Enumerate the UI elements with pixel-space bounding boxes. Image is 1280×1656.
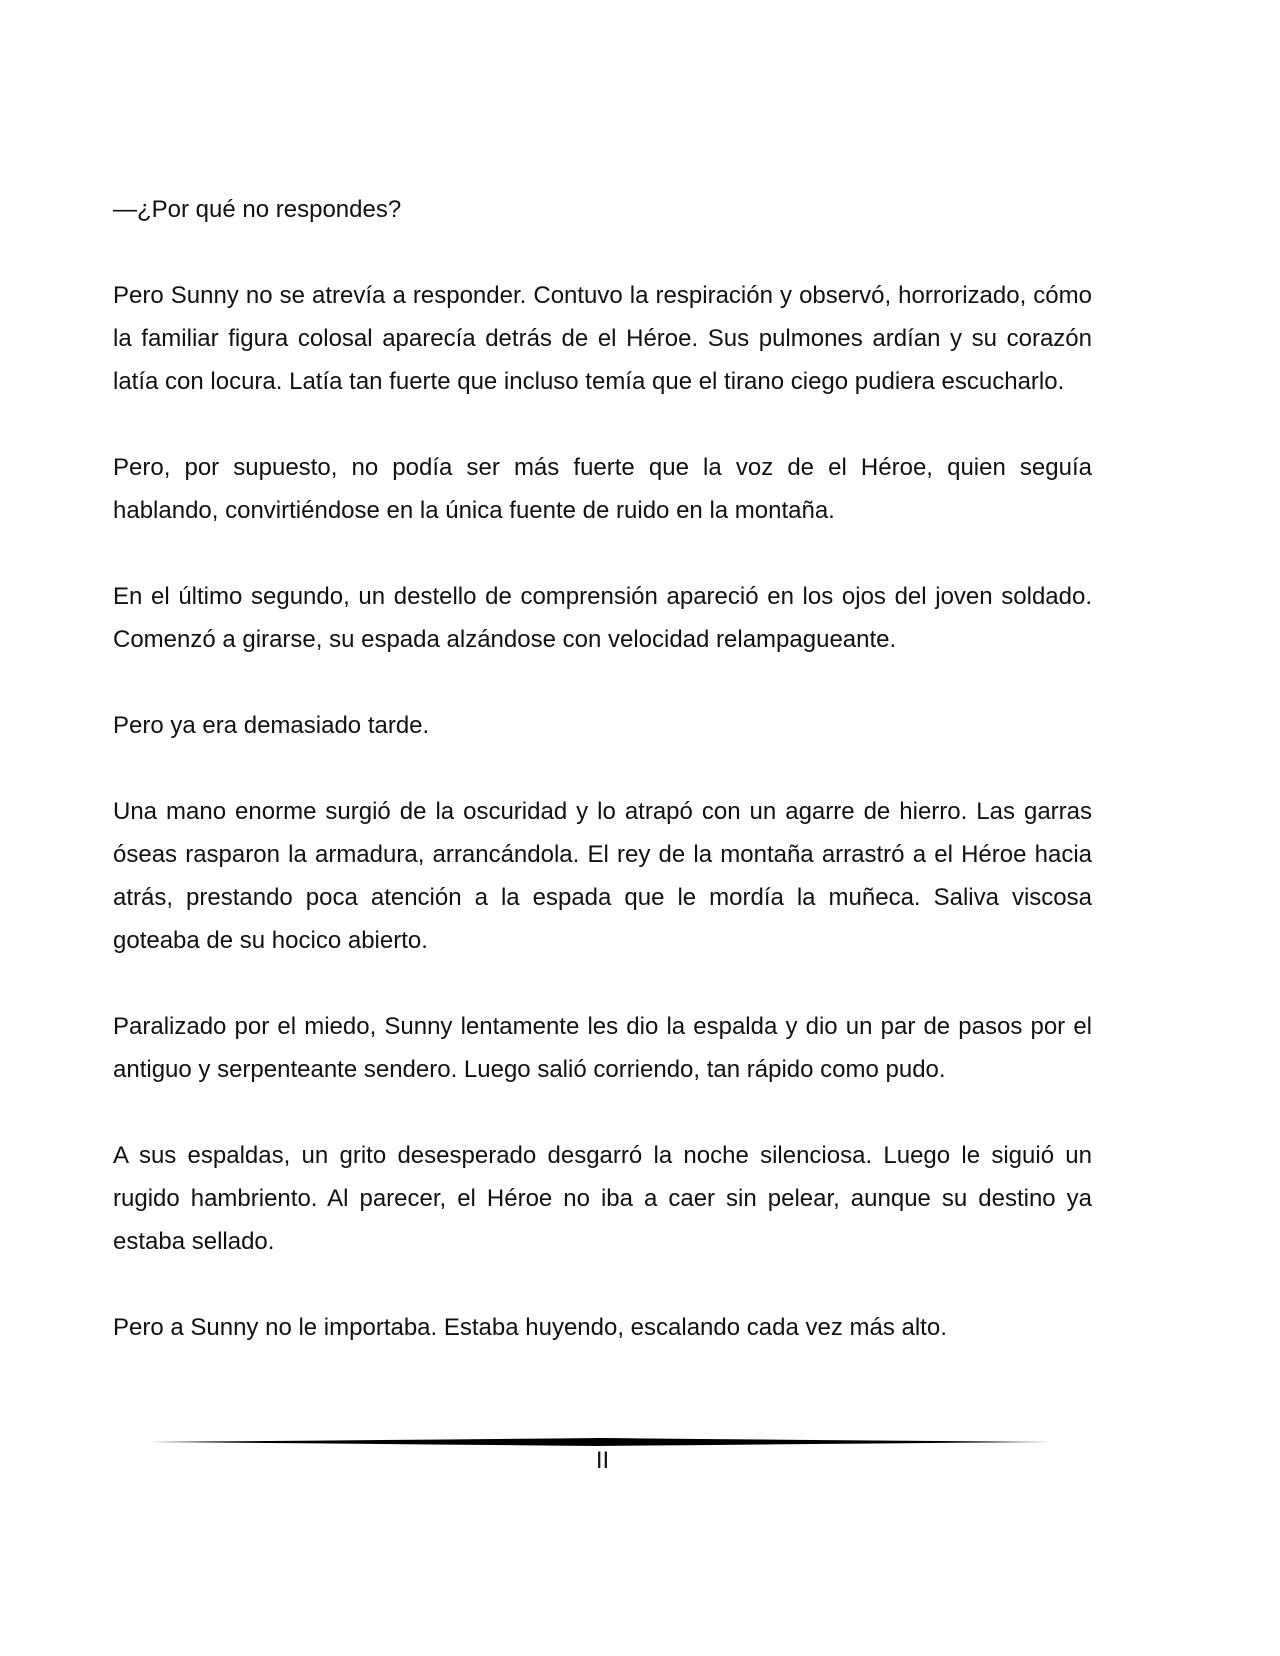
paragraph-6: Una mano enorme surgió de la oscuridad y lo atrapó con un agarre de hierro. Las garras óseas rasparon la armadura, arrancándola. El rey de la montaña arrastró a el Héroe hacia atrás, prestando poca atención a la espada que le mordía la muñeca. Saliva viscosa goteaba de su hocico abierto. <box>113 798 1092 954</box>
page-number: II <box>595 1447 610 1474</box>
paragraph-8: A sus espaldas, un grito desesperado desgarró la noche silenciosa. Luego le siguió un rugido hambriento. Al parecer, el Héroe no iba a caer sin pelear, aunque su destino ya estaba sellado. <box>113 1142 1092 1255</box>
paragraph-2: Pero Sunny no se atrevía a responder. Contuvo la respiración y observó, horrorizado, cómo la familiar figura colosal aparecía detrás de el Héroe. Sus pulmones ardían y su corazón latía con locura. Latía tan fuerte que incluso temía que el tirano ciego pudiera escucharlo. <box>113 282 1092 395</box>
paragraph-9: Pero a Sunny no le importaba. Estaba huyendo, escalando cada vez más alto. <box>113 1314 947 1341</box>
paragraph-1: —¿Por qué no respondes? <box>113 196 402 223</box>
paragraph-7: Paralizado por el miedo, Sunny lentamente les dio la espalda y dio un par de pasos por el antiguo y serpenteante sendero. Luego salió corriendo, tan rápido como pudo. <box>113 1013 1092 1083</box>
paragraph-4: En el último segundo, un destello de comprensión apareció en los ojos del joven soldado. Comenzó a girarse, su espada alzándose con velocidad relampagueante. <box>113 583 1092 653</box>
paragraph-5: Pero ya era demasiado tarde. <box>113 712 430 739</box>
paragraph-3: Pero, por supuesto, no podía ser más fuerte que la voz de el Héroe, quien seguía hablando, convirtiéndose en la única fuente de ruido en la montaña. <box>113 454 1092 524</box>
body-text <box>113 188 1092 1392</box>
